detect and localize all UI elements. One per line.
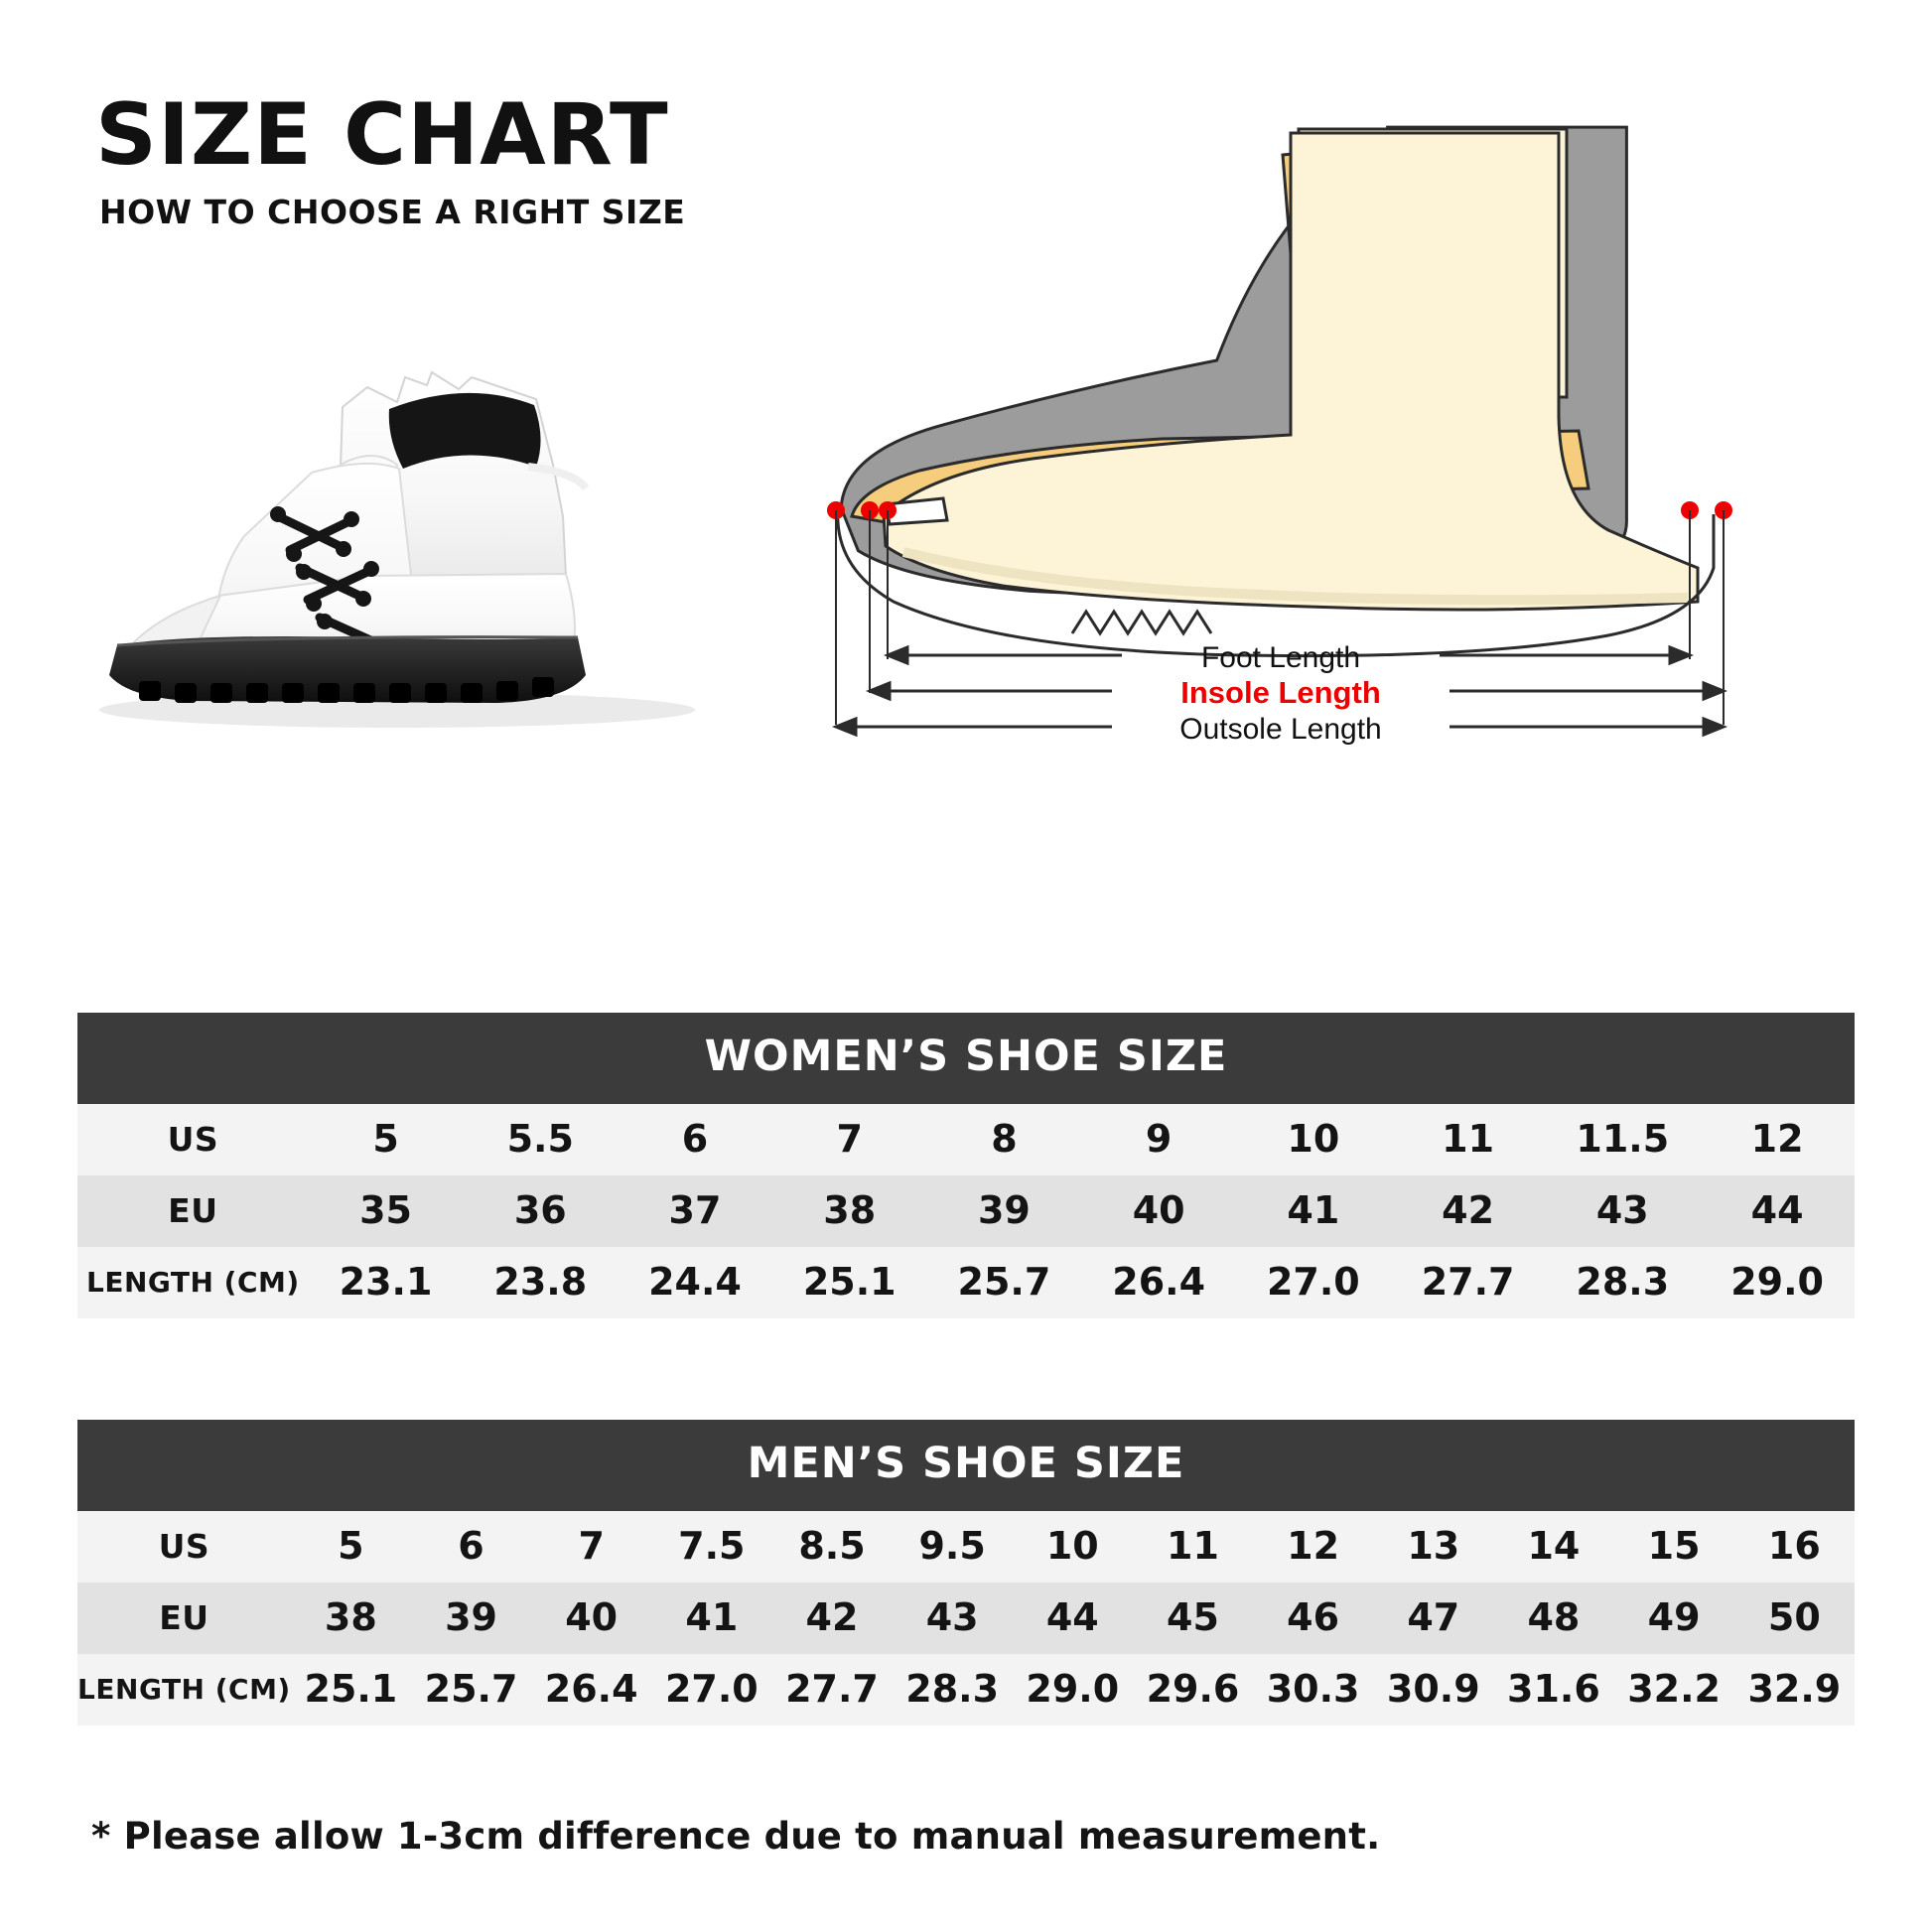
cell: 46	[1287, 1595, 1340, 1639]
cell: 39	[977, 1188, 1031, 1232]
cell: 29.0	[1026, 1667, 1120, 1711]
cell: 50	[1767, 1595, 1821, 1639]
cell: 48	[1527, 1595, 1581, 1639]
table-row	[77, 1583, 1855, 1654]
table-row	[77, 1104, 1855, 1175]
cell: 10	[1287, 1117, 1340, 1161]
cell: 42	[1442, 1188, 1495, 1232]
cell: 27.0	[1266, 1260, 1360, 1304]
cell: 40	[565, 1595, 619, 1639]
cell: 27.0	[664, 1667, 759, 1711]
cell: 25.7	[957, 1260, 1051, 1304]
insole-length-label: Insole Length	[1180, 675, 1381, 710]
page-title: SIZE CHART	[95, 85, 669, 185]
cell: 29.6	[1146, 1667, 1240, 1711]
cell: 44	[1750, 1188, 1804, 1232]
table-row	[77, 1175, 1855, 1247]
cell: 14	[1527, 1524, 1581, 1568]
cell: 28.3	[905, 1667, 1000, 1711]
cell: 30.3	[1266, 1667, 1360, 1711]
womens-size-table	[77, 1013, 1855, 1318]
row-label: LENGTH (CM)	[86, 1265, 300, 1299]
cell: 38	[324, 1595, 377, 1639]
cell: 41	[685, 1595, 739, 1639]
cell: 6	[681, 1117, 709, 1161]
cell: 30.9	[1386, 1667, 1480, 1711]
outsole-length-label: Outsole Length	[1179, 713, 1382, 746]
cell: 13	[1407, 1524, 1460, 1568]
womens-table	[77, 1104, 1855, 1318]
cell: 43	[1595, 1188, 1649, 1232]
row-label: US	[167, 1119, 219, 1159]
row-label: EU	[159, 1597, 209, 1637]
mens-table-title: MEN’S SHOE SIZE	[77, 1420, 1855, 1511]
cell: 49	[1647, 1595, 1701, 1639]
cell: 7	[578, 1524, 605, 1568]
row-label: EU	[168, 1190, 218, 1230]
cell: 12	[1287, 1524, 1340, 1568]
cell: 37	[668, 1188, 722, 1232]
foot-length-label: Foot Length	[1200, 641, 1361, 674]
cell: 9	[1145, 1117, 1173, 1161]
cell: 8.5	[798, 1524, 866, 1568]
row-label: LENGTH (CM)	[77, 1672, 291, 1706]
cell: 11	[1442, 1117, 1495, 1161]
cell: 6	[458, 1524, 484, 1568]
page-subtitle: HOW TO CHOOSE A RIGHT SIZE	[99, 192, 686, 231]
cell: 39	[445, 1595, 497, 1639]
cell: 25.7	[424, 1667, 518, 1711]
cell: 23.8	[493, 1260, 588, 1304]
cell: 31.6	[1507, 1667, 1600, 1711]
cell: 42	[805, 1595, 859, 1639]
cell: 32.2	[1627, 1667, 1721, 1711]
cell: 15	[1647, 1524, 1701, 1568]
cell: 47	[1407, 1595, 1460, 1639]
cell: 45	[1167, 1595, 1219, 1639]
table-row	[77, 1247, 1855, 1318]
cell: 27.7	[1421, 1260, 1515, 1304]
cell: 9.5	[918, 1524, 986, 1568]
cell: 5.5	[506, 1117, 574, 1161]
cell: 12	[1750, 1117, 1804, 1161]
mens-size-table	[77, 1420, 1855, 1725]
boot-product-image	[69, 347, 725, 745]
cell: 43	[925, 1595, 979, 1639]
cell: 26.4	[544, 1667, 638, 1711]
cell: 29.0	[1730, 1260, 1824, 1304]
cell: 25.1	[304, 1667, 398, 1711]
table-row	[77, 1511, 1855, 1583]
cell: 8	[991, 1117, 1018, 1161]
cell: 11.5	[1576, 1117, 1670, 1161]
cell: 40	[1132, 1188, 1185, 1232]
cell: 7.5	[678, 1524, 746, 1568]
cell: 26.4	[1112, 1260, 1206, 1304]
cell: 24.4	[648, 1260, 742, 1304]
cell: 7	[836, 1117, 863, 1161]
cell: 5	[372, 1117, 399, 1161]
mens-table	[77, 1511, 1855, 1725]
cell: 32.9	[1747, 1667, 1842, 1711]
cell: 25.1	[802, 1260, 897, 1304]
cell: 27.7	[785, 1667, 879, 1711]
cell: 44	[1045, 1595, 1099, 1639]
cell: 36	[513, 1188, 567, 1232]
cell: 28.3	[1576, 1260, 1670, 1304]
cell: 10	[1045, 1524, 1099, 1568]
cell: 23.1	[339, 1260, 433, 1304]
cell: 16	[1767, 1524, 1821, 1568]
cell: 11	[1167, 1524, 1219, 1568]
cell: 38	[823, 1188, 877, 1232]
cell: 41	[1287, 1188, 1340, 1232]
cell: 35	[359, 1188, 412, 1232]
row-label: US	[158, 1526, 210, 1566]
measurement-note: * Please allow 1-3cm difference due to manual measurement.	[91, 1815, 1381, 1858]
header	[95, 85, 850, 231]
measurement-diagram	[824, 119, 1876, 814]
womens-table-title: WOMEN’S SHOE SIZE	[77, 1013, 1855, 1104]
cell: 5	[338, 1524, 364, 1568]
table-row	[77, 1654, 1855, 1725]
